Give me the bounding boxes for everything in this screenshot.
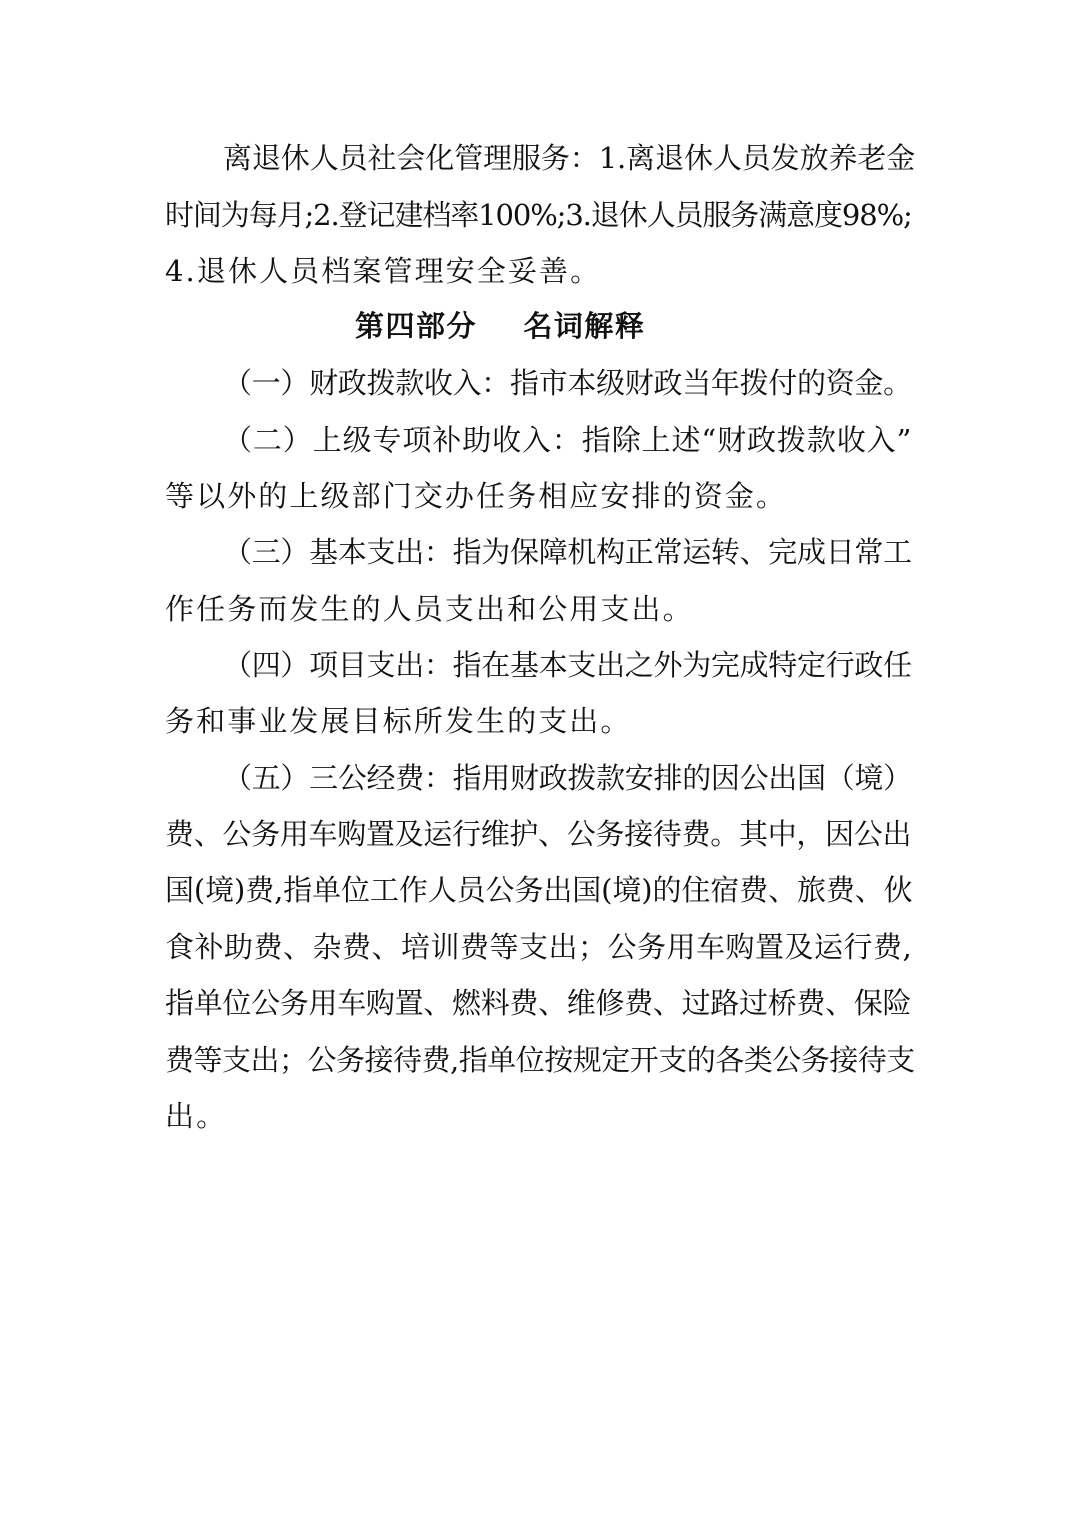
paragraph-line: 费等支出；公务接待费,指单位按规定开支的各类公务接待支 <box>165 1043 915 1077</box>
paragraph-line: 4.退休人员档案管理安全妥善。 <box>165 254 602 288</box>
paragraph-line: 费、公务用车购置及运行维护、公务接待费。其中，因公出 <box>165 817 912 851</box>
paragraph-line: （一）财政拨款收入：指市本级财政当年拨付的资金。 <box>223 366 912 400</box>
paragraph-line: （三）基本支出：指为保障机构正常运转、完成日常工 <box>223 535 912 569</box>
paragraph-line: 出。 <box>165 1099 228 1133</box>
paragraph-line: 时间为每月;2.登记建档率100%;3.退休人员服务满意度98%; <box>165 198 912 232</box>
paragraph-line: 等以外的上级部门交办任务相应安排的资金。 <box>165 479 788 513</box>
paragraph-line: 务和事业发展目标所发生的支出。 <box>165 704 632 738</box>
paragraph-line: （五）三公经费：指用财政拨款安排的因公出国（境） <box>223 761 912 795</box>
paragraph-line: 国(境)费,指单位工作人员公务出国(境)的住宿费、旅费、伙 <box>165 873 913 907</box>
paragraph-line: 离退休人员社会化管理服务：1.离退休人员发放养老金 <box>223 141 916 175</box>
paragraph-line: 指单位公务用车购置、燃料费、维修费、过路过桥费、保险 <box>165 986 912 1020</box>
paragraph-line: （二）上级专项补助收入：指除上述“财政拨款收入” <box>223 423 913 457</box>
paragraph-line: 作任务而发生的人员支出和公用支出。 <box>165 592 694 626</box>
paragraph-line: （四）项目支出：指在基本支出之外为完成特定行政任 <box>223 648 912 682</box>
section-heading: 第四部分 名词解释 <box>355 309 646 343</box>
paragraph-line: 食补助费、杂费、培训费等支出；公务用车购置及运行费, <box>165 930 913 964</box>
